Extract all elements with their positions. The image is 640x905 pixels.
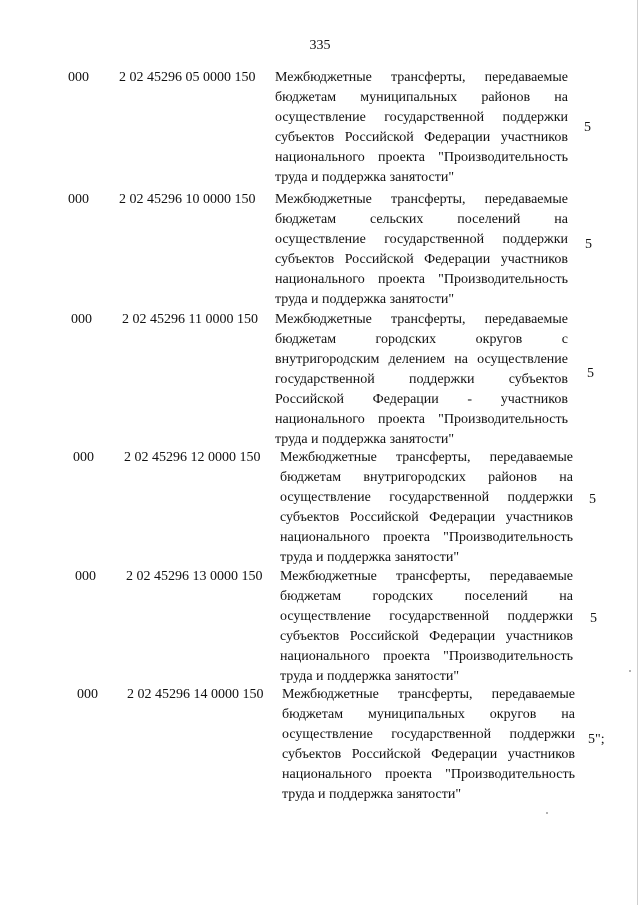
description-line: труда и поддержка занятости" bbox=[280, 550, 460, 565]
admin-code: 000 bbox=[68, 192, 89, 207]
description-line: государственной поддержки субъектов bbox=[275, 372, 568, 387]
description-line: осуществление государственной поддержки bbox=[275, 110, 568, 125]
admin-code: 000 bbox=[68, 70, 89, 85]
budget-classification-code: 2 02 45296 05 0000 150 bbox=[119, 70, 256, 85]
admin-code: 000 bbox=[71, 312, 92, 327]
budget-classification-code: 2 02 45296 12 0000 150 bbox=[124, 450, 261, 465]
admin-code: 000 bbox=[73, 450, 94, 465]
description-line: труда и поддержка занятости" bbox=[275, 292, 455, 307]
amount-value: 5 bbox=[584, 120, 591, 135]
budget-classification-code: 2 02 45296 11 0000 150 bbox=[122, 312, 258, 327]
page-number: 335 bbox=[309, 38, 331, 53]
description-line: осуществление государственной поддержки bbox=[282, 727, 575, 742]
description-line: национального проекта "Производительность bbox=[275, 272, 568, 287]
description-line: бюджетам городских поселений на bbox=[280, 589, 573, 604]
description-line: Межбюджетные трансферты, передаваемые bbox=[275, 70, 568, 85]
income-description bbox=[282, 685, 575, 805]
budget-classification-code: 2 02 45296 14 0000 150 bbox=[127, 687, 264, 702]
description-line: труда и поддержка занятости" bbox=[275, 170, 455, 185]
scan-edge bbox=[637, 0, 638, 905]
income-description bbox=[275, 68, 568, 188]
description-line: субъектов Российской Федерации участников bbox=[275, 130, 568, 145]
description-line: субъектов Российской Федерации участников bbox=[282, 747, 575, 762]
income-description bbox=[280, 567, 573, 687]
description-line: труда и поддержка занятости" bbox=[280, 669, 460, 684]
amount-value: 5 bbox=[590, 611, 597, 626]
scan-speck bbox=[546, 812, 548, 814]
amount-value: 5"; bbox=[588, 732, 605, 747]
description-line: бюджетам городских округов с bbox=[275, 332, 568, 347]
description-line: осуществление государственной поддержки bbox=[280, 609, 573, 624]
description-line: осуществление государственной поддержки bbox=[280, 490, 573, 505]
description-line: труда и поддержка занятости" bbox=[275, 432, 455, 447]
description-line: Межбюджетные трансферты, передаваемые bbox=[275, 312, 568, 327]
amount-value: 5 bbox=[585, 237, 592, 252]
scan-speck bbox=[629, 670, 631, 672]
description-line: национального проекта "Производительность bbox=[275, 150, 568, 165]
description-line: бюджетам муниципальных округов на bbox=[282, 707, 575, 722]
description-line: осуществление государственной поддержки bbox=[275, 232, 568, 247]
budget-classification-code: 2 02 45296 13 0000 150 bbox=[126, 569, 263, 584]
description-line: национального проекта "Производительность bbox=[280, 530, 573, 545]
income-description bbox=[280, 448, 573, 568]
description-line: Межбюджетные трансферты, передаваемые bbox=[275, 192, 568, 207]
description-line: Межбюджетные трансферты, передаваемые bbox=[280, 450, 573, 465]
description-line: Межбюджетные трансферты, передаваемые bbox=[282, 687, 575, 702]
income-description bbox=[275, 310, 568, 450]
budget-classification-code: 2 02 45296 10 0000 150 bbox=[119, 192, 256, 207]
admin-code: 000 bbox=[77, 687, 98, 702]
description-line: бюджетам сельских поселений на bbox=[275, 212, 568, 227]
description-line: Российской Федерации - участников bbox=[275, 392, 568, 407]
description-line: внутригородским делением на осуществление bbox=[275, 352, 568, 367]
description-line: бюджетам муниципальных районов на bbox=[275, 90, 568, 105]
description-line: субъектов Российской Федерации участников bbox=[280, 510, 573, 525]
amount-value: 5 bbox=[587, 366, 594, 381]
description-line: национального проекта "Производительность bbox=[282, 767, 575, 782]
income-description bbox=[275, 190, 568, 310]
description-line: труда и поддержка занятости" bbox=[282, 787, 462, 802]
description-line: бюджетам внутригородских районов на bbox=[280, 470, 573, 485]
description-line: субъектов Российской Федерации участников bbox=[275, 252, 568, 267]
description-line: национального проекта "Производительность bbox=[275, 412, 568, 427]
description-line: субъектов Российской Федерации участников bbox=[280, 629, 573, 644]
admin-code: 000 bbox=[75, 569, 96, 584]
amount-value: 5 bbox=[589, 492, 596, 507]
description-line: национального проекта "Производительность bbox=[280, 649, 573, 664]
description-line: Межбюджетные трансферты, передаваемые bbox=[280, 569, 573, 584]
